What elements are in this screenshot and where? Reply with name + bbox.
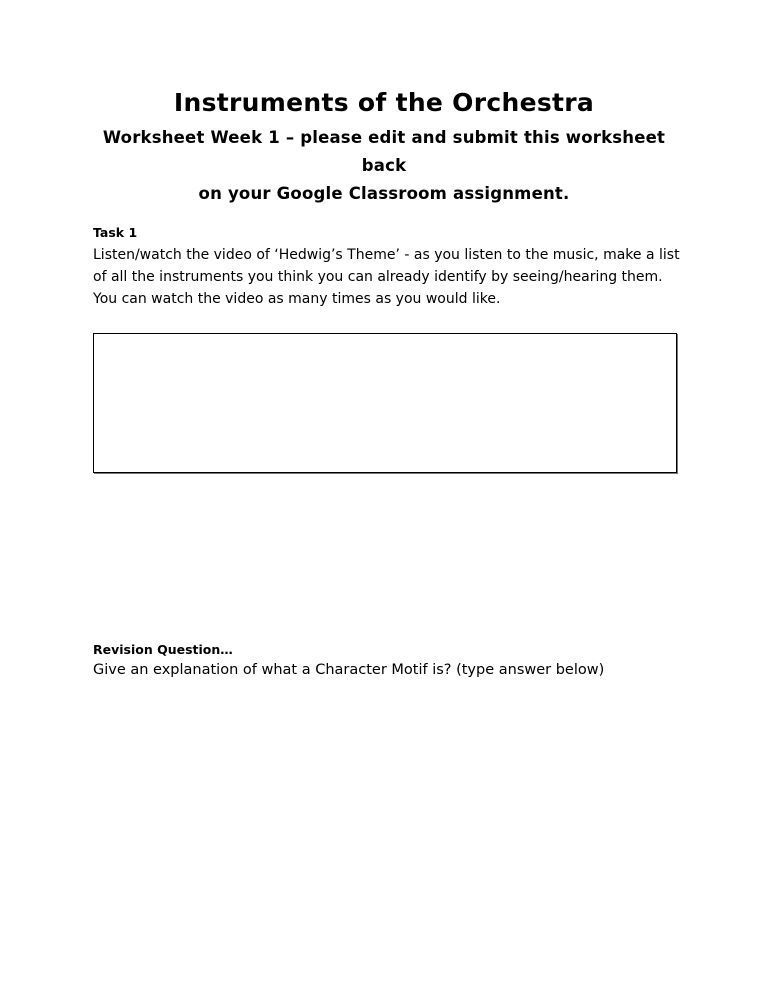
revision-question-label: Revision Question… [93, 642, 233, 657]
task1-label: Task 1 [93, 225, 138, 240]
task1-instructions: Listen/watch the video of ‘Hedwig’s Theme’ - as you listen to the music, make a list of all the instruments you think you can already identify by seeing/hearing them. You can watch the video as many times as you would like. [93, 247, 680, 307]
revision-answer-area[interactable] [93, 690, 675, 890]
revision-question-text: Give an explanation of what a Character Motif is? (type answer below) [93, 662, 605, 678]
page-title: Instruments of the Orchestra [173, 88, 595, 117]
subtitle-line-2: on your Google Classroom assignment. [198, 184, 570, 203]
task1-answer-box[interactable] [93, 333, 677, 473]
page-subtitle [80, 124, 688, 208]
subtitle-line-1: Worksheet Week 1 – please edit and submit this worksheet back [102, 128, 666, 175]
